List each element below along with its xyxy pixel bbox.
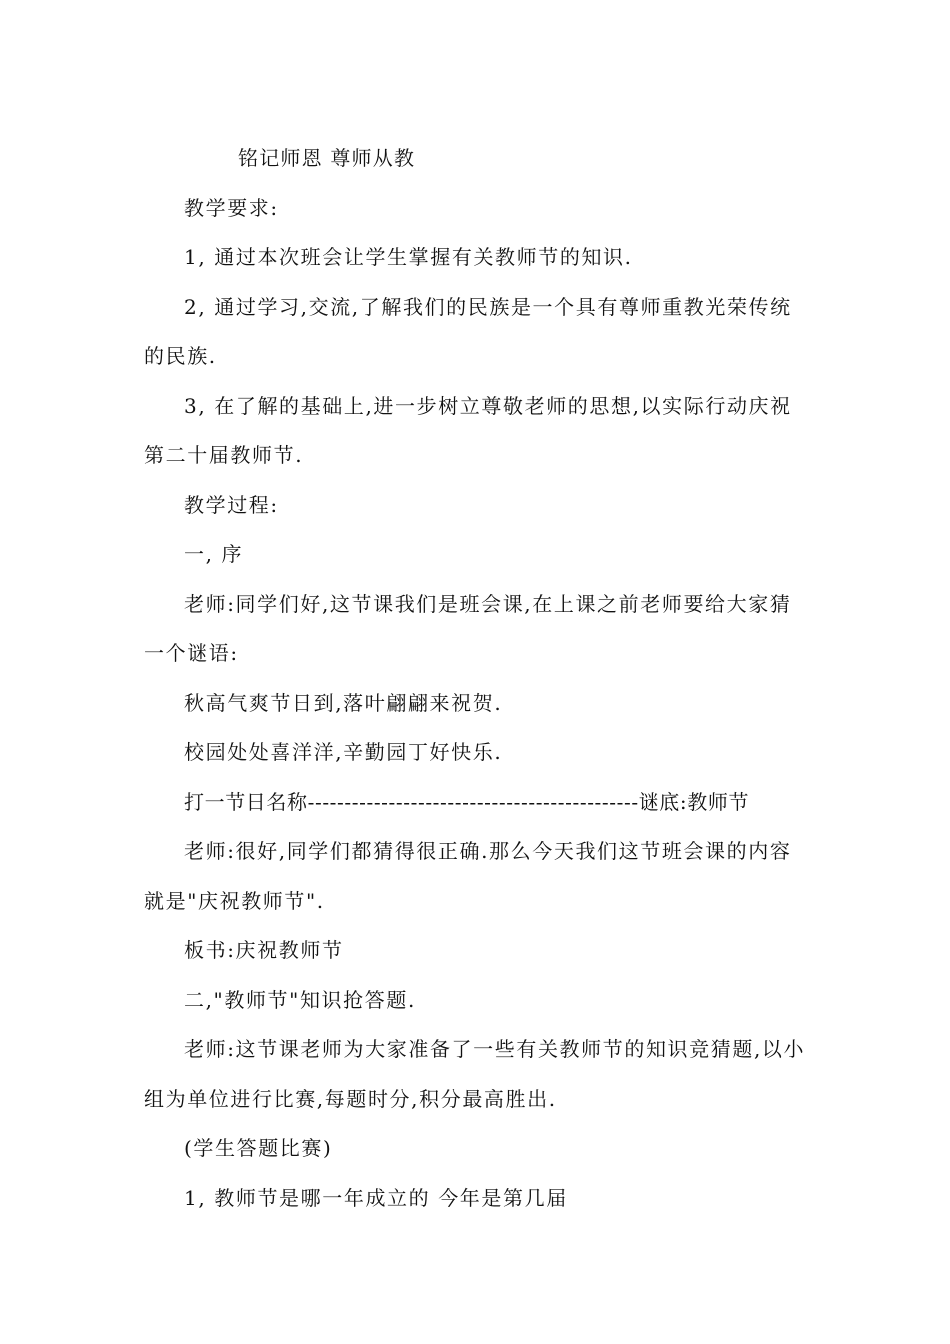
requirement-item-3: 3, 在了解的基础上,进一步树立尊敬老师的思想,以实际行动庆祝第二十届教师节. (144, 393, 792, 467)
riddle-line-2: 校园处处喜洋洋,辛勤园丁好快乐. (184, 740, 503, 764)
blackboard-note: 板书:庆祝教师节 (184, 938, 344, 962)
activity-note: (学生答题比赛) (184, 1136, 333, 1160)
teacher-dialogue: 老师:这节课老师为大家准备了一些有关教师节的知识竞猜题,以小组为单位进行比赛,每题时分,积分最高胜出. (144, 1037, 806, 1111)
riddle-answer-line: 打一节日名称---------------------------------------------谜底:教师节 (184, 789, 750, 814)
requirement-item-1: 1, 通过本次班会让学生掌握有关教师节的知识. (184, 245, 633, 269)
riddle-line-1: 秋高气爽节日到,落叶翩翩来祝贺. (184, 690, 503, 715)
subsection-heading-quiz: 二,"教师节"知识抢答题. (184, 987, 416, 1012)
teacher-dialogue: 老师:很好,同学们都猜得很正确.那么今天我们这节班会课的内容就是"庆祝教师节". (144, 839, 792, 913)
quiz-question-1: 1, 教师节是哪一年成立的 今年是第几届 (184, 1185, 568, 1210)
section-heading-requirements: 教学要求: (184, 195, 279, 220)
section-heading-process: 教学过程: (184, 492, 279, 517)
teacher-dialogue: 老师:同学们好,这节课我们是班会课,在上课之前老师要给大家猜一个谜语: (144, 591, 792, 665)
requirement-item-2: 2, 通过学习,交流,了解我们的民族是一个具有尊师重教光荣传统的民族. (144, 294, 792, 368)
subsection-heading-intro: 一, 序 (184, 542, 244, 566)
document-body (144, 134, 810, 1223)
document-title: 铭记师恩 尊师从教 (238, 146, 416, 170)
